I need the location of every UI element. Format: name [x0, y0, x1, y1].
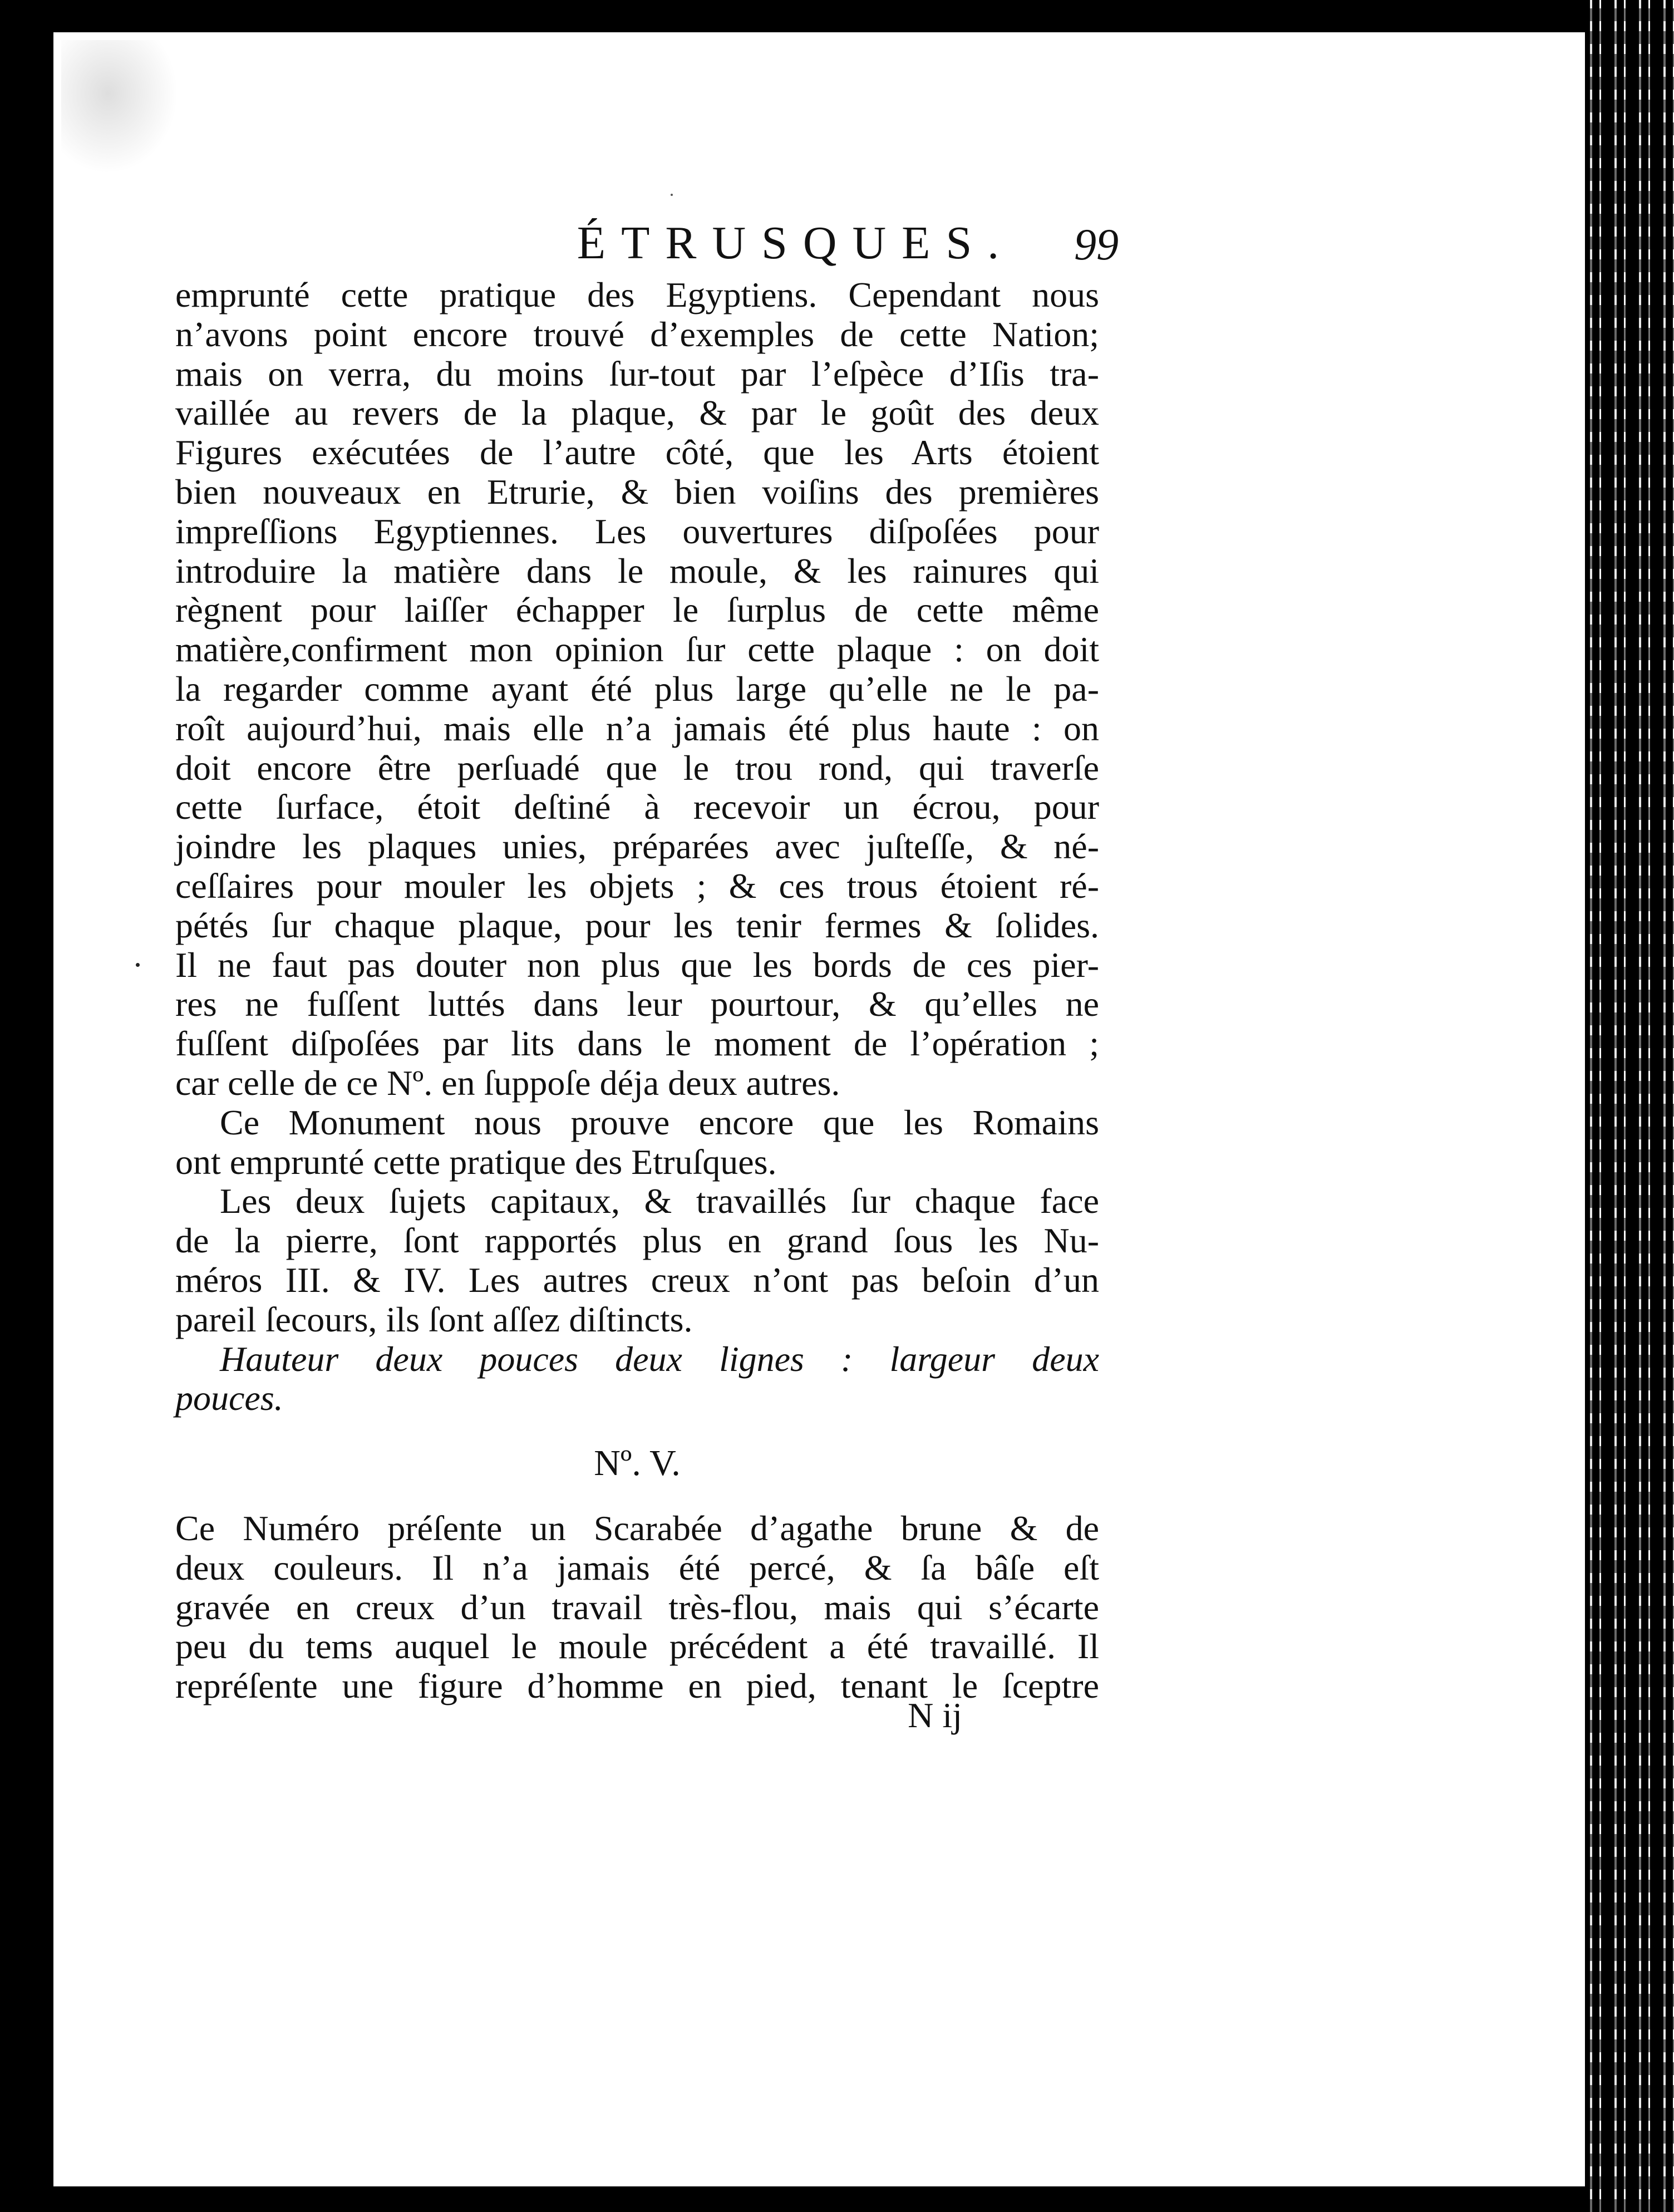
text-line: ont emprunté cette pratique des Etruſques.: [175, 1142, 777, 1182]
paragraph-3: [175, 1182, 1099, 1339]
text-line: Figures exécutées de l’autre côté, que les Arts étoient: [175, 432, 1099, 473]
paragraph-4: [175, 1509, 1099, 1706]
text-line: deux couleurs. Il n’a jamais été percé, & ſa bâſe eſt: [175, 1547, 1099, 1587]
text-line: pouces.: [175, 1378, 283, 1418]
text-line: emprunté cette pratique des Egyptiens. Cependant nous: [175, 275, 1099, 314]
signature-mark: N ij: [908, 1695, 962, 1735]
main-text-block: [175, 276, 1099, 1706]
text-line: peu du tems auquel le moule précédent a été travaillé. Il: [175, 1626, 1099, 1667]
text-line: Hauteur deux pouces deux lignes : largeur deux: [220, 1339, 1099, 1379]
text-line: vaillée au revers de la plaque, & par le goût des deux: [175, 393, 1099, 433]
section-gap: [175, 1418, 1099, 1444]
text-line: car celle de ce Nº. en ſuppoſe déja deux autres.: [175, 1063, 840, 1103]
text-line: roît aujourd’hui, mais elle n’a jamais été plus haute : on: [175, 708, 1099, 748]
text-line: pareil ſecours, ils ſont aſſez diſtincts.: [175, 1299, 693, 1339]
section-gap: [175, 1483, 1099, 1509]
text-line: pétés ſur chaque plaque, pour les tenir fermes & ſolides.: [175, 905, 1099, 945]
text-line: impreſſions Egyptiennes. Les ouvertures diſpoſées pour: [175, 511, 1099, 551]
text-line: repréſente une figure d’homme en pied, tenant le ſceptre: [175, 1666, 1099, 1706]
ink-speck: [671, 194, 673, 196]
text-line: gravée en creux d’un travail très-flou, mais qui s’écarte: [175, 1587, 1099, 1627]
text-line: n’avons point encore trouvé d’exemples de cette Nation;: [175, 314, 1099, 354]
running-head-title: ÉTRUSQUES.: [577, 217, 1015, 269]
text-line: fuſſent diſpoſées par lits dans le moment de l’opération ;: [175, 1024, 1099, 1064]
margin-ink-dot: [136, 963, 140, 967]
text-line: cette ſurface, étoit deſtiné à recevoir un écrou, pour: [175, 787, 1099, 827]
text-line: mais on verra, du moins ſur-tout par l’eſpèce d’Iſis tra-: [175, 353, 1099, 394]
section-heading: Nº. V.: [594, 1443, 681, 1484]
text-line: joindre les plaques unies, préparées avec juſteſſe, & né-: [175, 827, 1099, 867]
text-line: Les deux ſujets capitaux, & travaillés ſur chaque face: [220, 1181, 1099, 1221]
paragraph-1: [175, 276, 1099, 1103]
text-line: res ne fuſſent luttés dans leur pourtour, & qu’elles ne: [175, 984, 1099, 1024]
text-line: introduire la matière dans le moule, & les rainures qui: [175, 550, 1099, 591]
text-line: de la pierre, ſont rapportés plus en grand ſous les Nu-: [175, 1221, 1099, 1261]
text-line: Il ne faut pas douter non plus que les bords de ces pier-: [175, 945, 1099, 985]
text-line: matière,confirment mon opinion ſur cette plaque : on doit: [175, 630, 1099, 670]
paper-stain: [61, 40, 178, 174]
text-line: ceſſaires pour mouler les objets ; & ces trous étoient ré-: [175, 866, 1099, 906]
text-line: la regarder comme ayant été plus large qu’elle ne le pa-: [175, 668, 1099, 709]
page-number: 99: [1074, 220, 1119, 269]
text-line: doit encore être perſuadé que le trou rond, qui traverſe: [175, 748, 1099, 788]
text-line: Ce Monument nous prouve encore que les Romains: [220, 1102, 1099, 1142]
text-line: bien nouveaux en Etrurie, & bien voiſins des premières: [175, 471, 1099, 512]
paragraph-2: [175, 1103, 1099, 1182]
dimensions-note: [175, 1340, 1099, 1419]
text-line: méros III. & IV. Les autres creux n’ont pas beſoin d’un: [175, 1260, 1099, 1300]
text-line: Ce Numéro préſente un Scarabée d’agathe brune & de: [175, 1508, 1099, 1548]
scanned-page-edge-shading: [1585, 0, 1674, 2212]
text-line: règnent pour laiſſer échapper le ſurplus de cette même: [175, 590, 1099, 630]
